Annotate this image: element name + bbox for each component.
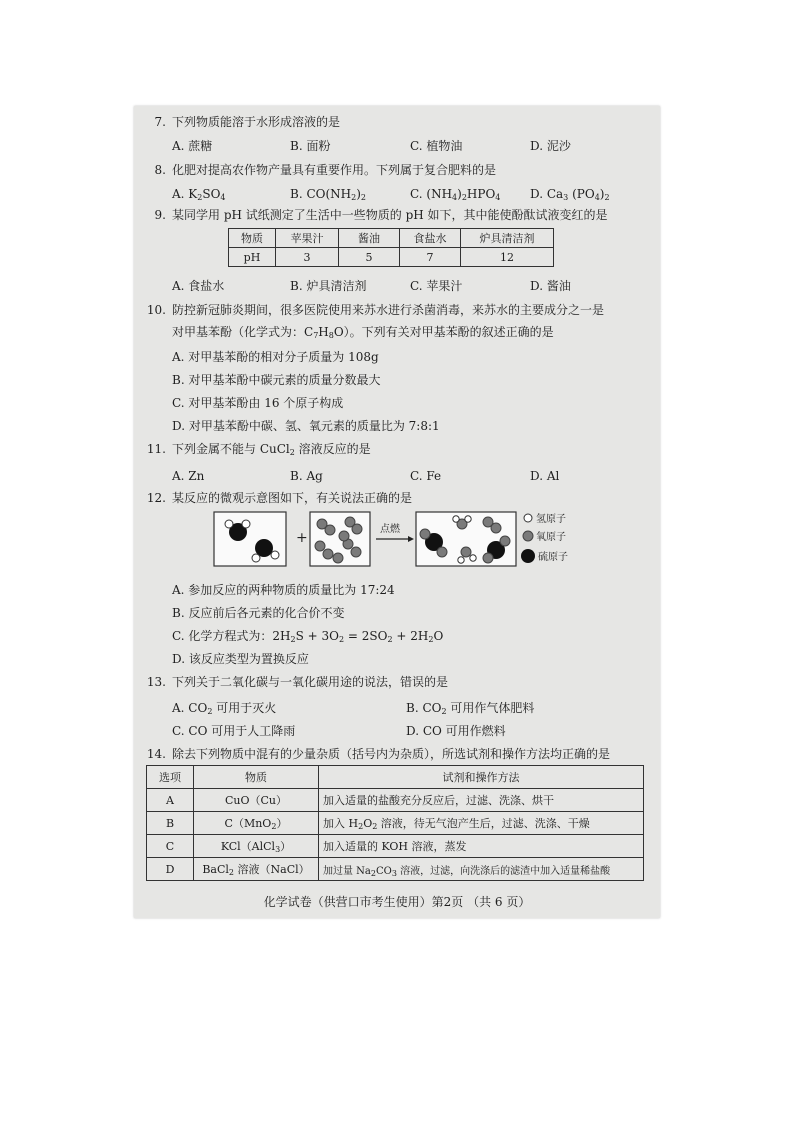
q8-option-d: D. $Ca_3$ $(PO_4)_2$ <box>530 187 610 202</box>
page-footer: 化学试卷（供营口市考生使用）第2页 （共 6 页） <box>263 895 531 909</box>
q14-table-header: 选项 物质 试剂和操作方法 <box>147 766 644 789</box>
legend-hydrogen: 氢原子 <box>536 514 566 525</box>
q11-option-d: D. Al <box>530 469 560 483</box>
q12-option-a: A. 参加反应的两种物质的质量比为 17:24 <box>172 583 395 597</box>
q10-option-d: D. 对甲基苯酚中碳、氢、氧元素的质量比为 7:8:1 <box>172 419 440 433</box>
table-row: B C（MnO$_2$） 加入 $H_2O_2$ 溶液，待无气泡产生后，过滤、洗涤、干燥 <box>147 812 644 835</box>
q11-option-b: B. Ag <box>290 469 323 483</box>
question-12: 12. 某反应的微观示意图如下，有关说法正确的是 <box>146 491 413 505</box>
q9-option-a: A. 食盐水 <box>172 279 225 293</box>
q12-option-d: D. 该反应类型为置换反应 <box>172 652 309 666</box>
q13-option-d: D. CO 可用作燃料 <box>406 724 506 738</box>
question-13: 13. 下列关于二氧化碳与一氧化碳用途的说法，错误的是 <box>146 675 449 689</box>
question-10-line-2: 对甲基苯酚（化学式为：$C_7H_8O$）。下列有关对甲基苯酚的叙述正确的是 <box>172 325 554 340</box>
q8-option-b: B. $CO(NH_2)_2$ <box>290 187 366 202</box>
arrow-label: 点燃 <box>380 524 400 535</box>
q12-option-c: C. 化学方程式为：$2H_2S + 3O_2 = 2SO_2 + 2H_2O$ <box>172 629 444 644</box>
q14-table <box>146 765 644 881</box>
q9-option-d: D. 酱油 <box>530 279 571 293</box>
question-11: 11. 下列金属不能与 CuCl$_2$ 溶液反应的是 <box>146 442 371 457</box>
plus-sign: + <box>296 530 308 546</box>
legend-sulfur: 硫原子 <box>538 552 568 563</box>
question-14: 14. 除去下列物质中混有的少量杂质（括号内为杂质），所选试剂和操作方法均正确的是 <box>146 747 611 761</box>
q9-option-b: B. 炉具清洁剂 <box>290 279 367 293</box>
q13-option-c: C. CO 可用于人工降雨 <box>172 724 296 738</box>
ph-table-header-row: 物质 苹果汁 酱油 食盐水 炉具清洁剂 <box>229 229 554 248</box>
q7-option-b: B. 面粉 <box>290 139 331 153</box>
question-9: 9. 某同学用 pH 试纸测定了生活中一些物质的 pH 如下，其中能使酚酞试液变红的是 <box>154 208 608 222</box>
legend <box>521 512 568 563</box>
ph-table-value-row: pH 3 5 7 12 <box>229 248 554 267</box>
q11-option-a: A. Zn <box>172 469 205 483</box>
q7-option-c: C. 植物油 <box>410 139 463 153</box>
question-8: 8. 化肥对提高农作物产量具有重要作用。下列属于复合肥料的是 <box>154 163 497 177</box>
q13-option-b: B. $CO_2$ 可用作气体肥料 <box>406 701 535 716</box>
q10-option-b: B. 对甲基苯酚中碳元素的质量分数最大 <box>172 373 381 387</box>
q9-option-c: C. 苹果汁 <box>410 279 463 293</box>
q7-option-a: A. 蔗糖 <box>172 139 213 153</box>
q8-option-a: A. $K_2SO_4$ <box>172 187 226 202</box>
table-row: D BaCl$_2$ 溶液（NaCl） 加过量 $Na_2CO_3$ 溶液，过滤，向洗涤后的滤渣中加入适量稀盐酸 <box>147 858 644 881</box>
reaction-diagram <box>210 508 610 570</box>
q11-option-c: C. Fe <box>410 469 442 483</box>
q13-option-a: A. $CO_2$ 可用于灭火 <box>172 701 277 716</box>
legend-oxygen: 氧原子 <box>536 532 566 543</box>
ph-table <box>228 228 554 267</box>
question-7: 7. 下列物质能溶于水形成溶液的是 <box>154 115 341 129</box>
q10-option-c: C. 对甲基苯酚由 16 个原子构成 <box>172 396 344 410</box>
question-10: 10. 防控新冠肺炎期间，很多医院使用来苏水进行杀菌消毒，来苏水的主要成分之一是 <box>146 303 605 317</box>
q7-option-d: D. 泥沙 <box>530 139 571 153</box>
q12-option-b: B. 反应前后各元素的化合价不变 <box>172 606 345 620</box>
table-row: C KCl（AlCl$_3$） 加入适量的 KOH 溶液，蒸发 <box>147 835 644 858</box>
q8-option-c: C. $(NH_4)_2HPO_4$ <box>410 187 501 202</box>
q10-option-a: A. 对甲基苯酚的相对分子质量为 108g <box>172 350 379 364</box>
table-row: A CuO（Cu） 加入适量的盐酸充分反应后，过滤、洗涤、烘干 <box>147 789 644 812</box>
